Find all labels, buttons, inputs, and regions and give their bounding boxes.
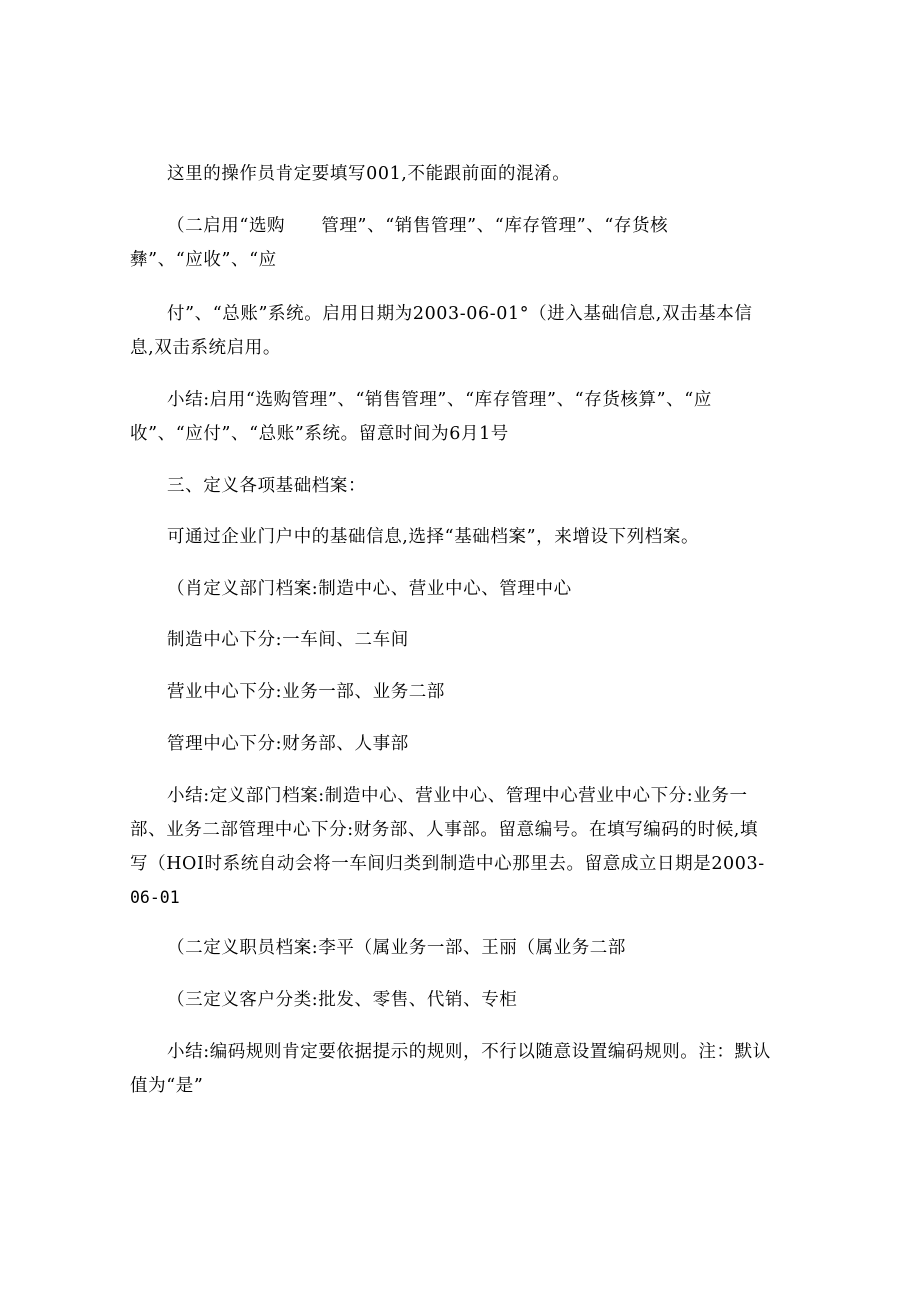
section-heading-basic-archives: 三、定义各项基础档案： — [167, 476, 367, 496]
paragraph-sales-subdivisions: 营业中心下分:业务一部、业务二部 — [167, 682, 445, 702]
paragraph-summary-departments-line1: 小结:定义部门档案:制造中心、营业中心、管理中心营业中心下分:业务一 — [167, 786, 748, 806]
paragraph-enable-systems-line2: 彝”、“应收”、“应 — [130, 250, 277, 270]
paragraph-define-customer-categories: （三定义客户分类:批发、零售、代销、专柜 — [167, 990, 518, 1010]
paragraph-summary-departments-line2: 部、业务二部管理中心下分:财务部、人事部。留意编号。在填写编码的时候,填 — [130, 820, 759, 840]
paragraph-enable-systems-line1: （二启用“选购 管理”、“销售管理”、“库存管理”、“存货核 — [167, 216, 669, 236]
paragraph-summary-enable-line1: 小结:启用“选购管理”、“销售管理”、“库存管理”、“存货核算”、“应 — [167, 390, 712, 410]
paragraph-summary-coding-rules-line1: 小结:编码规则肯定要依据提示的规则，不行以随意设置编码规则。注：默认 — [167, 1042, 771, 1062]
paragraph-operator-note: 这里的操作员肯定要填写001,不能跟前面的混淆。 — [167, 164, 571, 184]
paragraph-enable-date-line2: 息,双击系统启用。 — [130, 338, 281, 358]
paragraph-manufacturing-subdivisions: 制造中心下分:一车间、二车间 — [167, 630, 409, 650]
paragraph-define-staff: （二定义职员档案:李平（属业务一部、王丽（属业务二部 — [167, 938, 626, 958]
paragraph-summary-coding-rules-line2: 值为“是” — [130, 1076, 204, 1096]
paragraph-management-subdivisions: 管理中心下分:财务部、人事部 — [167, 734, 409, 754]
paragraph-summary-enable-line2: 收”、“应付”、“总账”系统。留意时间为6月1号 — [130, 424, 509, 444]
paragraph-define-departments: （肖定义部门档案:制造中心、营业中心、管理中心 — [167, 579, 572, 599]
paragraph-summary-departments-line3: 写（HOI时系统自动会将一车间归类到制造中心那里去。留意成立日期是2003- — [130, 854, 765, 874]
paragraph-archive-intro: 可通过企业门户中的基础信息,选择“基础档案”，来增设下列档案。 — [167, 527, 700, 547]
paragraph-enable-date-line1: 付”、“总账”系统。启用日期为2003-06-01°（进入基础信息,双击基本信 — [167, 304, 753, 324]
paragraph-summary-departments-line4: 06-01 — [130, 888, 180, 907]
